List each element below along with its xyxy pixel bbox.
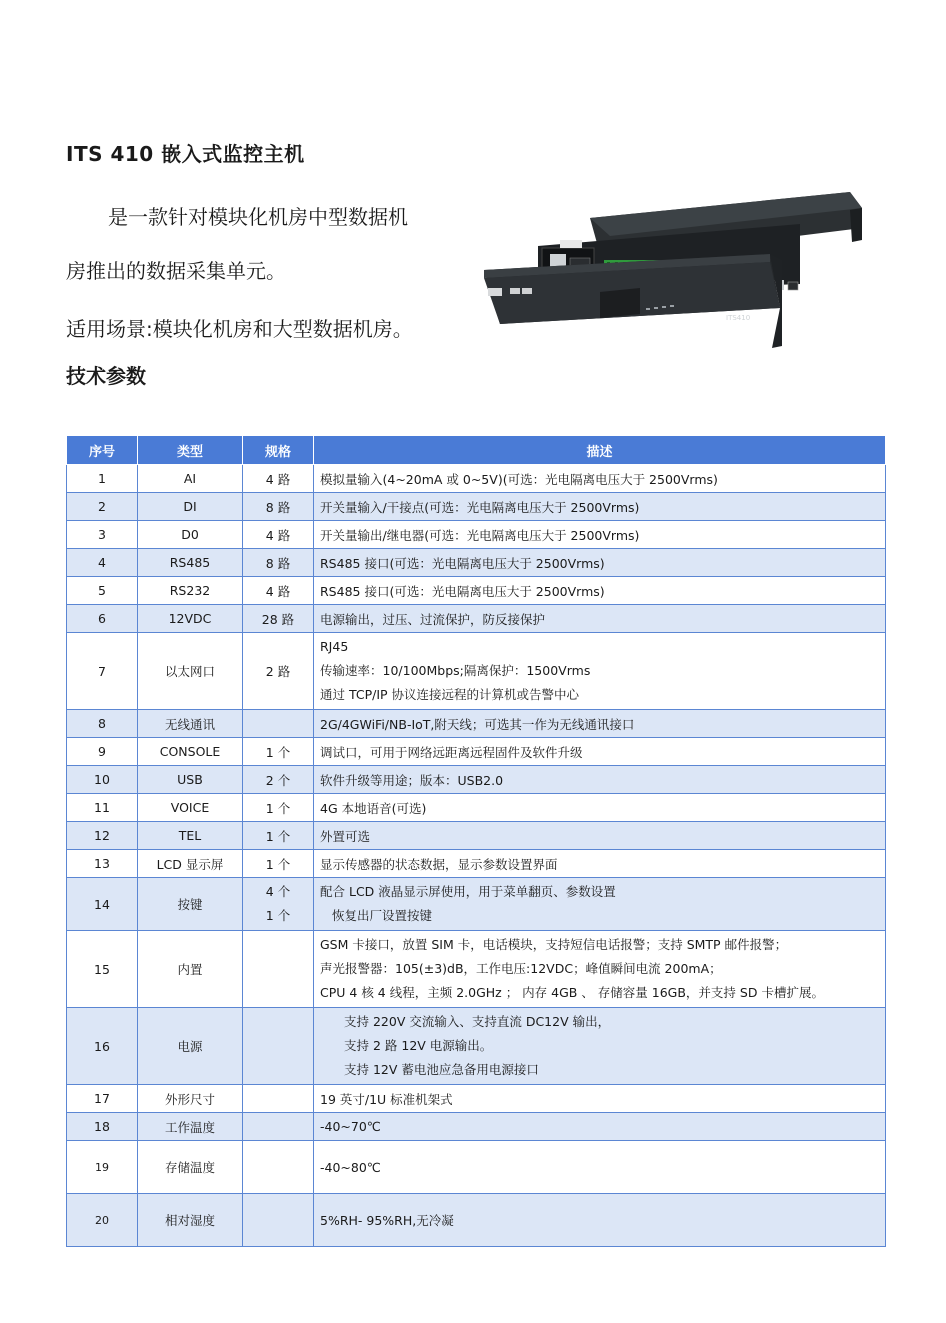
row-type: TEL — [138, 822, 243, 850]
row-type: DI — [138, 493, 243, 521]
row-desc: -40~80℃ — [314, 1141, 886, 1194]
row-no: 16 — [67, 1008, 138, 1085]
row-no: 5 — [67, 577, 138, 605]
table-row — [67, 1085, 886, 1113]
row-type: 内置 — [138, 931, 243, 1008]
row-spec: 4 路 — [243, 465, 314, 493]
row-no: 13 — [67, 850, 138, 878]
row-spec: 1 个 — [243, 738, 314, 766]
desc-line: 恢复出厂设置按键 — [332, 908, 433, 923]
row-no: 20 — [67, 1194, 138, 1247]
row-spec: 4 路 — [243, 521, 314, 549]
desc-line: GSM 卡接口，放置 SIM 卡，电话模块，支持短信电话报警；支持 SMTP 邮件报警； — [320, 937, 788, 952]
row-type: 12VDC — [138, 605, 243, 633]
table-header-row — [67, 436, 886, 465]
row-no: 14 — [67, 878, 138, 931]
desc-line: 支持 2 路 12V 电源输出。 — [344, 1038, 493, 1053]
device-label: ITS410 — [726, 314, 751, 322]
row-type: 无线通讯 — [138, 710, 243, 738]
device-photo — [470, 188, 870, 353]
row-no: 10 — [67, 766, 138, 794]
row-no: 9 — [67, 738, 138, 766]
row-spec — [243, 878, 314, 931]
row-no: 12 — [67, 822, 138, 850]
row-no: 3 — [67, 521, 138, 549]
row-type: 存储温度 — [138, 1141, 243, 1194]
row-desc: RS485 接口(可选：光电隔离电压大于 2500Vrms) — [314, 549, 886, 577]
row-spec: 28 路 — [243, 605, 314, 633]
row-desc: 软件升级等用途；版本：USB2.0 — [314, 766, 886, 794]
row-no: 18 — [67, 1113, 138, 1141]
intro-line-2: 房推出的数据采集单元。 — [66, 259, 286, 283]
header-no: 序号 — [67, 436, 138, 465]
table-row — [67, 710, 886, 738]
table-row — [67, 1194, 886, 1247]
row-spec: 2 路 — [243, 633, 314, 710]
row-no: 8 — [67, 710, 138, 738]
table-row — [67, 465, 886, 493]
desc-line: 传输速率：10/100Mbps;隔离保护：1500Vrms — [320, 663, 591, 678]
row-spec — [243, 1113, 314, 1141]
page-title: ITS 410 嵌入式监控主机 — [66, 142, 305, 166]
spec-table — [66, 435, 886, 1247]
spec-line: 4 个 — [265, 884, 291, 899]
header-desc: 描述 — [314, 436, 886, 465]
table-row — [67, 794, 886, 822]
row-desc: -40~70℃ — [314, 1113, 886, 1141]
row-type: LCD 显示屏 — [138, 850, 243, 878]
row-desc: 显示传感器的状态数据，显示参数设置界面 — [314, 850, 886, 878]
row-no: 4 — [67, 549, 138, 577]
row-spec: 1 个 — [243, 794, 314, 822]
intro-scene: 适用场景:模块化机房和大型数据机房。 — [66, 317, 413, 341]
row-desc: 外置可选 — [314, 822, 886, 850]
row-spec — [243, 1085, 314, 1113]
row-desc — [314, 878, 886, 931]
row-desc: 4G 本地语音(可选) — [314, 794, 886, 822]
row-desc: 5%RH- 95%RH,无冷凝 — [314, 1194, 886, 1247]
row-type: CONSOLE — [138, 738, 243, 766]
intro-line-1: 是一款针对模块化机房中型数据机 — [108, 205, 408, 229]
row-desc: 调试口，可用于网络远距离远程固件及软件升级 — [314, 738, 886, 766]
desc-line: 支持 12V 蓄电池应急备用电源接口 — [344, 1062, 539, 1077]
row-spec: 8 路 — [243, 493, 314, 521]
desc-line: 支持 220V 交流输入、支持直流 DC12V 输出， — [344, 1014, 611, 1029]
row-type: VOICE — [138, 794, 243, 822]
row-spec — [243, 1141, 314, 1194]
table-row — [67, 1008, 886, 1085]
desc-line: 通过 TCP/IP 协议连接远程的计算机或告警中心 — [320, 687, 580, 702]
row-spec: 2 个 — [243, 766, 314, 794]
row-no: 19 — [67, 1141, 138, 1194]
row-desc: 电源输出，过压、过流保护，防反接保护 — [314, 605, 886, 633]
desc-line: CPU 4 核 4 线程，主频 2.0GHz ； 内存 4GB 、 存储容量 16GB，并支持 SD 卡槽扩展。 — [320, 985, 824, 1000]
table-row — [67, 850, 886, 878]
row-type: USB — [138, 766, 243, 794]
row-spec: 4 路 — [243, 577, 314, 605]
row-no: 15 — [67, 931, 138, 1008]
table-row — [67, 822, 886, 850]
row-desc: 开关量输出/继电器(可选：光电隔离电压大于 2500Vrms) — [314, 521, 886, 549]
row-type: RS232 — [138, 577, 243, 605]
table-row — [67, 1113, 886, 1141]
row-spec — [243, 1008, 314, 1085]
row-spec: 1 个 — [243, 822, 314, 850]
desc-line: 声光报警器：105(±3)dB，工作电压:12VDC；峰值瞬间电流 200mA； — [320, 961, 722, 976]
row-spec — [243, 1194, 314, 1247]
table-row — [67, 766, 886, 794]
desc-line: RJ45 — [320, 639, 349, 654]
row-no: 2 — [67, 493, 138, 521]
row-no: 11 — [67, 794, 138, 822]
row-type: 按键 — [138, 878, 243, 931]
table-row — [67, 1141, 886, 1194]
section-title: 技术参数 — [66, 364, 146, 388]
desc-line: 配合 LCD 液晶显示屏使用，用于菜单翻页、参数设置 — [320, 884, 616, 899]
row-type: 工作温度 — [138, 1113, 243, 1141]
table-row — [67, 549, 886, 577]
row-no: 17 — [67, 1085, 138, 1113]
row-type: D0 — [138, 521, 243, 549]
spec-line: 1 个 — [265, 908, 291, 923]
table-row — [67, 878, 886, 931]
row-no: 1 — [67, 465, 138, 493]
table-row — [67, 633, 886, 710]
table-row — [67, 521, 886, 549]
row-type: 相对湿度 — [138, 1194, 243, 1247]
row-spec — [243, 931, 314, 1008]
table-row — [67, 605, 886, 633]
intro — [66, 190, 466, 356]
row-desc: RS485 接口(可选：光电隔离电压大于 2500Vrms) — [314, 577, 886, 605]
row-type: 以太网口 — [138, 633, 243, 710]
table-row — [67, 577, 886, 605]
row-type: 电源 — [138, 1008, 243, 1085]
row-type: 外形尺寸 — [138, 1085, 243, 1113]
row-desc — [314, 633, 886, 710]
row-spec: 8 路 — [243, 549, 314, 577]
table-row — [67, 738, 886, 766]
row-spec — [243, 710, 314, 738]
row-desc: 19 英寸/1U 标准机架式 — [314, 1085, 886, 1113]
row-spec: 1 个 — [243, 850, 314, 878]
table-row — [67, 493, 886, 521]
row-no: 6 — [67, 605, 138, 633]
header-spec: 规格 — [243, 436, 314, 465]
row-desc: 2G/4GWiFi/NB-IoT,附天线；可选其一作为无线通讯接口 — [314, 710, 886, 738]
row-desc: 开关量输入/干接点(可选：光电隔离电压大于 2500Vrms) — [314, 493, 886, 521]
row-desc — [314, 931, 886, 1008]
row-type: RS485 — [138, 549, 243, 577]
row-no: 7 — [67, 633, 138, 710]
table-row — [67, 931, 886, 1008]
header-type: 类型 — [138, 436, 243, 465]
row-type: AI — [138, 465, 243, 493]
row-desc: 模拟量输入(4~20mA 或 0~5V)(可选：光电隔离电压大于 2500Vrms) — [314, 465, 886, 493]
row-desc — [314, 1008, 886, 1085]
